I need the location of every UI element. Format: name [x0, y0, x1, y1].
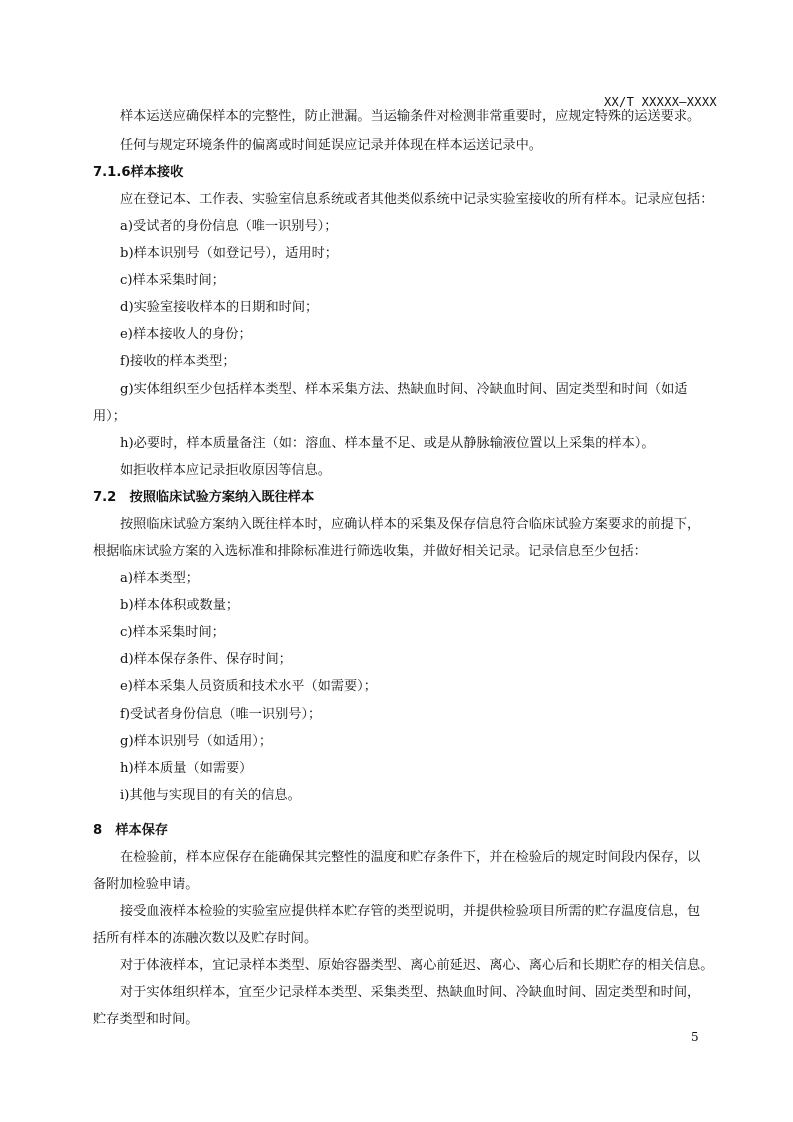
section-heading: 7.1.6样本接收 [93, 165, 184, 180]
list-item: f)接收的样本类型； [120, 354, 236, 369]
paragraph-line: 贮存类型和时间。 [93, 1012, 199, 1027]
paragraph-line: 根据临床试验方案的入选标准和排除标准进行筛选收集，并做好相关记录。记录信息至少包括： [93, 544, 647, 559]
paragraph-line: 任何与规定环境条件的偏离或时间延误应记录并体现在样本运送记录中。 [120, 138, 542, 153]
paragraph-line: 接受血液样本检验的实验室应提供样本贮存管的类型说明，并提供检验项目所需的贮存温度信息，包 [120, 904, 701, 919]
paragraph-line: 对于实体组织样本，宜至少记录样本类型、采集类型、热缺血时间、冷缺血时间、固定类型和时间， [120, 985, 701, 1000]
paragraph-line: 应在登记本、工作表、实验室信息系统或者其他类似系统中记录实验室接收的所有样本。记录应包括： [120, 192, 714, 207]
list-item: d)样本保存条件、保存时间； [120, 652, 292, 667]
list-item: e)样本接收人的身份； [120, 327, 252, 342]
list-item: b)样本体积或数量； [120, 598, 240, 613]
list-item: i)其他与实现目的有关的信息。 [120, 788, 301, 803]
list-item: g)样本识别号（如适用）； [120, 734, 273, 749]
list-item: f)受试者身份信息（唯一识别号）； [120, 707, 322, 722]
section-heading: 7.2 按照临床试验方案纳入既往样本 [93, 490, 315, 505]
list-item: g)实体组织至少包括样本类型、样本采集方法、热缺血时间、冷缺血时间、固定类型和时间（如适 [120, 382, 688, 397]
list-item: b)样本识别号（如登记号），适用时； [120, 246, 338, 261]
list-item: h)必要时，样本质量备注（如：溶血、样本量不足、或是从静脉输液位置以上采集的样本）。 [120, 436, 655, 451]
paragraph-line: 样本运送应确保样本的完整性，防止泄漏。当运输条件对检测非常重要时，应规定特殊的运送要求。 [120, 109, 701, 124]
list-item: c)样本采集时间； [120, 273, 225, 288]
paragraph-line: 在检验前，样本应保存在能确保其完整性的温度和贮存条件下，并在检验后的规定时间段内保存，以 [120, 850, 701, 865]
paragraph-line: 对于体液样本，宜记录样本类型、原始容器类型、离心前延迟、离心、离心后和长期贮存的相关信息。 [120, 958, 714, 973]
paragraph-line: 如拒收样本应记录拒收原因等信息。 [120, 463, 331, 478]
list-item: a)样本类型； [120, 571, 199, 586]
list-item-continuation: 用）； [93, 409, 126, 424]
list-item: a)受试者的身份信息（唯一识别号）； [120, 219, 338, 234]
list-item: c)样本采集时间； [120, 625, 225, 640]
section-heading: 8 样本保存 [93, 823, 169, 838]
paragraph-line: 括所有样本的冻融次数以及贮存时间。 [93, 931, 318, 946]
paragraph-line: 按照临床试验方案纳入既往样本时，应确认样本的采集及保存信息符合临床试验方案要求的前提下， [120, 517, 701, 532]
list-item: e)样本采集人员资质和技术水平（如需要）； [120, 679, 377, 694]
list-item: h)样本质量（如需要） [120, 761, 253, 776]
page-number: 5 [691, 1030, 699, 1044]
list-item: d)实验室接收样本的日期和时间； [120, 300, 319, 315]
paragraph-line: 备附加检验申请。 [93, 877, 199, 892]
document-code: XX/T XXXXX—XXXX [604, 95, 717, 109]
